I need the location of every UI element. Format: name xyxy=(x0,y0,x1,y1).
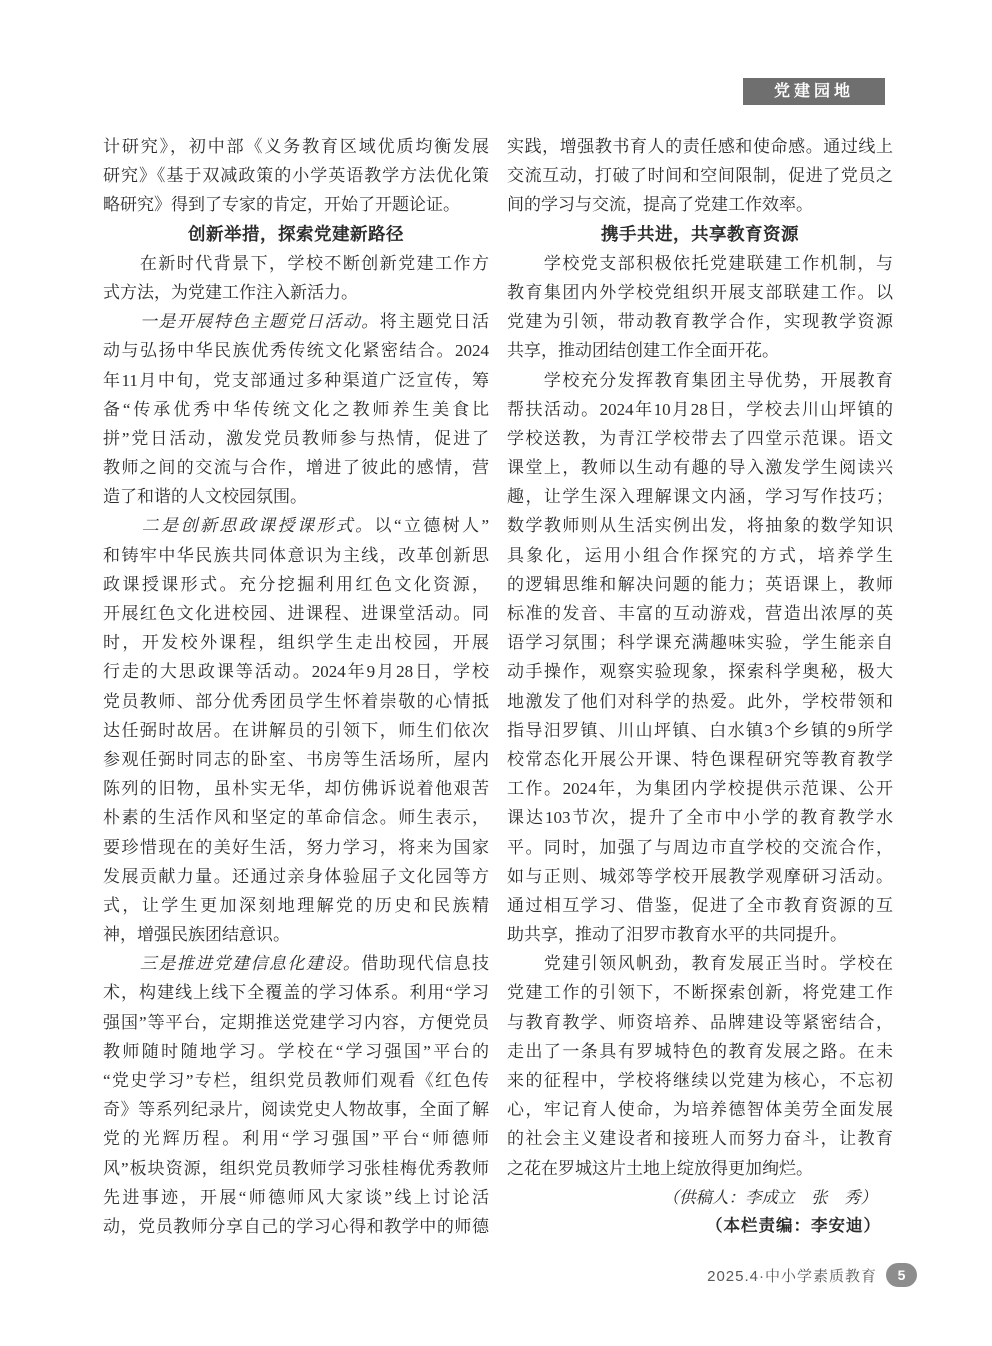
text-line: 备“传承优秀中华传统文化之教师养生美食比 xyxy=(103,399,489,419)
text-line: 课堂上，教师以生动有趣的导入激发学生阅读兴 xyxy=(507,458,893,478)
text-line: 具象化，运用小组合作探究的方式，培养学生 xyxy=(507,545,893,565)
text-line: 动与弘扬中华民族优秀传统文化紧密结合。2024 xyxy=(103,341,489,361)
text-line: 趣，让学生深入理解课文内涵，学习写作技巧； xyxy=(507,487,893,507)
text-line: 和铸牢中华民族共同体意识为主线，改革创新思 xyxy=(103,545,489,565)
text-line: 学校送教，为青江学校带去了四堂示范课。语文 xyxy=(507,428,893,448)
text-line: 开展红色文化进校园、进课程、进课堂活动。同 xyxy=(103,604,489,623)
text-line: 教育集团内外学校党组织开展支部联建工作。以 xyxy=(507,282,893,302)
text-line: 指导汨罗镇、川山坪镇、白水镇3个乡镇的9所学 xyxy=(507,720,893,740)
text-line: 间的学习与交流，提高了党建工作效率。 xyxy=(507,195,813,215)
text-line: 实践，增强教书育人的责任感和使命感。通过线上 xyxy=(507,137,893,156)
text-line: 先进事迹，开展“师德师风大家谈”线上讨论活 xyxy=(103,1187,489,1207)
text-line: 行走的大思政课等活动。2024年9月28日，学校 xyxy=(103,662,489,682)
text-line: 的逻辑思维和解决问题的能力；英语课上，教师 xyxy=(507,574,893,594)
text-line: 党建引领风帆劲，教育发展正当时。学校在 xyxy=(507,954,893,974)
text-line: 课达103节次，提升了全市中小学的教育教学水 xyxy=(507,808,893,828)
text-line: 研究》《基于双减政策的小学英语教学方法优化策 xyxy=(103,166,489,186)
text-line: 时，开发校外课程，组织学生走出校园，开展 xyxy=(103,633,489,653)
text-line: 校常态化开展公开课、特色课程研究等教育教学 xyxy=(507,749,893,769)
column-header-badge xyxy=(743,78,885,105)
text-line: 的社会主义建设者和接班人而努力奋斗，让教育 xyxy=(507,1129,893,1149)
text-line: 党的光辉历程。利用“学习强国”平台“师德师 xyxy=(103,1129,489,1149)
text-line: 计研究》，初中部《义务教育区域优质均衡发展 xyxy=(103,137,489,156)
credit-line: （供稿人：李成立 张 秀） xyxy=(662,1187,877,1207)
text-line: 教师之间的交流与合作，增进了彼此的感情，营 xyxy=(103,458,489,478)
lead-phrase: 二是创新思政课授课形式。 xyxy=(103,516,375,536)
text-line: 略研究》得到了专家的肯定，开始了开题论证。 xyxy=(103,195,460,215)
text-line: “党史学习”专栏，组织党员教师们观看《红色传 xyxy=(103,1071,489,1090)
text-line: 陈列的旧物，虽朴实无华，却仿佛诉说着他艰苦 xyxy=(103,779,489,799)
page-footer xyxy=(707,1262,917,1288)
section-heading: 携手共进，共享教育资源 xyxy=(601,223,799,244)
text-line: 地激发了他们对科学的热爱。此外，学校带领和 xyxy=(507,691,893,711)
text-line: 党建为引领，带动教育教学合作，实现教学资源 xyxy=(507,312,893,332)
text-line: 式，让学生更加深刻地理解党的历史和民族精 xyxy=(103,895,489,915)
text-line: 在新时代背景下，学校不断创新党建工作方 xyxy=(103,253,489,273)
text-line: 发展贡献力量。还通过亲身体验屈子文化园等方 xyxy=(103,866,489,886)
text-line: 奇》等系列纪录片，阅读党史人物故事，全面了解 xyxy=(103,1100,489,1120)
text-line: 神，增强民族团结意识。 xyxy=(103,925,290,945)
text-line: 标准的发音、丰富的互动游戏，营造出浓厚的英 xyxy=(507,604,893,623)
credit-line: （本栏责编：李安迪） xyxy=(706,1216,881,1235)
text-line: 一是开展特色主题党日活动。将主题党日活 xyxy=(103,312,489,332)
text-line: 年11月中旬，党支部通过多种渠道广泛宣传，筹 xyxy=(103,370,489,390)
text-line: 助共享，推动了汨罗市教育水平的共同提升。 xyxy=(507,925,847,945)
text-line: 语学习氛围；科学课充满趣味实验，学生能亲自 xyxy=(507,633,893,653)
text-line: 朴素的生活作风和坚定的革命信念。师生表示， xyxy=(103,808,489,828)
text-line: 拼”党日活动，激发党员教师参与热情，促进了 xyxy=(103,428,489,448)
lead-phrase: 一是开展特色主题党日活动。 xyxy=(103,312,380,332)
text-line: 造了和谐的人文校园氛围。 xyxy=(103,487,307,507)
text-line: 术，构建线上线下全覆盖的学习体系。利用“学习 xyxy=(103,983,489,1003)
article-right-column xyxy=(507,132,893,1241)
text-line: 强国”等平台，定期推送党建学习内容，方便党员 xyxy=(103,1012,489,1032)
text-line: 达任弼时故居。在讲解员的引领下，师生们依次 xyxy=(103,720,489,740)
text-line: 工作。2024年，为集团内学校提供示范课、公开 xyxy=(507,779,893,799)
text-line: 要珍惜现在的美好生活，努力学习，将来为国家 xyxy=(103,837,489,857)
text-line: 党员教师、部分优秀团员学生怀着崇敬的心情抵 xyxy=(103,691,489,711)
page-number-badge: 5 xyxy=(886,1263,917,1287)
article-left-column xyxy=(103,132,489,1241)
text-line: 交流互动，打破了时间和空间限制，促进了党员之 xyxy=(507,166,893,186)
text-line: 学校党支部积极依托党建联建工作机制，与 xyxy=(507,253,893,273)
text-line: 学校充分发挥教育集团主导优势，开展教育 xyxy=(507,370,893,390)
text-line: 风”板块资源，组织党员教师学习张桂梅优秀教师 xyxy=(103,1158,489,1178)
text-line: 二是创新思政课授课形式。以“立德树人” xyxy=(103,516,490,536)
text-line: 动，党员教师分享自己的学习心得和教学中的师德 xyxy=(103,1216,489,1236)
text-line: 教师随时随地学习。学校在“学习强国”平台的 xyxy=(103,1041,489,1061)
text-line: 走出了一条具有罗城特色的教育发展之路。在未 xyxy=(507,1041,893,1061)
text-line: 党建工作的引领下，不断探索创新，将党建工作 xyxy=(507,983,893,1003)
text-line: 三是推进党建信息化建设。借助现代信息技 xyxy=(103,954,490,974)
text-line: 平。同时，加强了与周边市直学校的交流合作， xyxy=(507,837,893,857)
column-header-label: 党建园地 xyxy=(773,83,854,100)
text-line: 动手操作，观察实验现象，探索科学奥秘，极大 xyxy=(507,662,893,682)
text-line: 数学教师则从生活实例出发，将抽象的数学知识 xyxy=(507,516,893,536)
text-line: 参观任弼时同志的卧室、书房等生活场所，屋内 xyxy=(103,749,489,769)
text-line: 政课授课形式。充分挖掘利用红色文化资源， xyxy=(103,574,489,594)
text-line: 之花在罗城这片土地上绽放得更加绚烂。 xyxy=(507,1158,813,1178)
text-line: 共享，推动团结创建工作全面开花。 xyxy=(507,341,779,361)
text-line: 来的征程中，学校将继续以党建为核心，不忘初 xyxy=(507,1071,893,1090)
text-line: 与教育教学、师资培养、品牌建设等紧密结合， xyxy=(507,1012,893,1032)
text-line: 心，牢记育人使命，为培养德智体美劳全面发展 xyxy=(507,1100,893,1120)
section-heading: 创新举措，探索党建新路径 xyxy=(188,223,404,244)
text-line: 通过相互学习、借鉴，促进了全市教育资源的互 xyxy=(507,895,893,915)
text-line: 帮扶活动。2024年10月28日，学校去川山坪镇的 xyxy=(507,399,893,419)
text-line: 式方法，为党建工作注入新活力。 xyxy=(103,282,358,302)
lead-phrase: 三是推进党建信息化建设。 xyxy=(103,954,362,974)
journal-issue-label: 2025.4·中小学素质教育 xyxy=(707,1267,877,1285)
text-line: 如与正则、城郊等学校开展教学观摩研习活动。 xyxy=(507,866,893,886)
